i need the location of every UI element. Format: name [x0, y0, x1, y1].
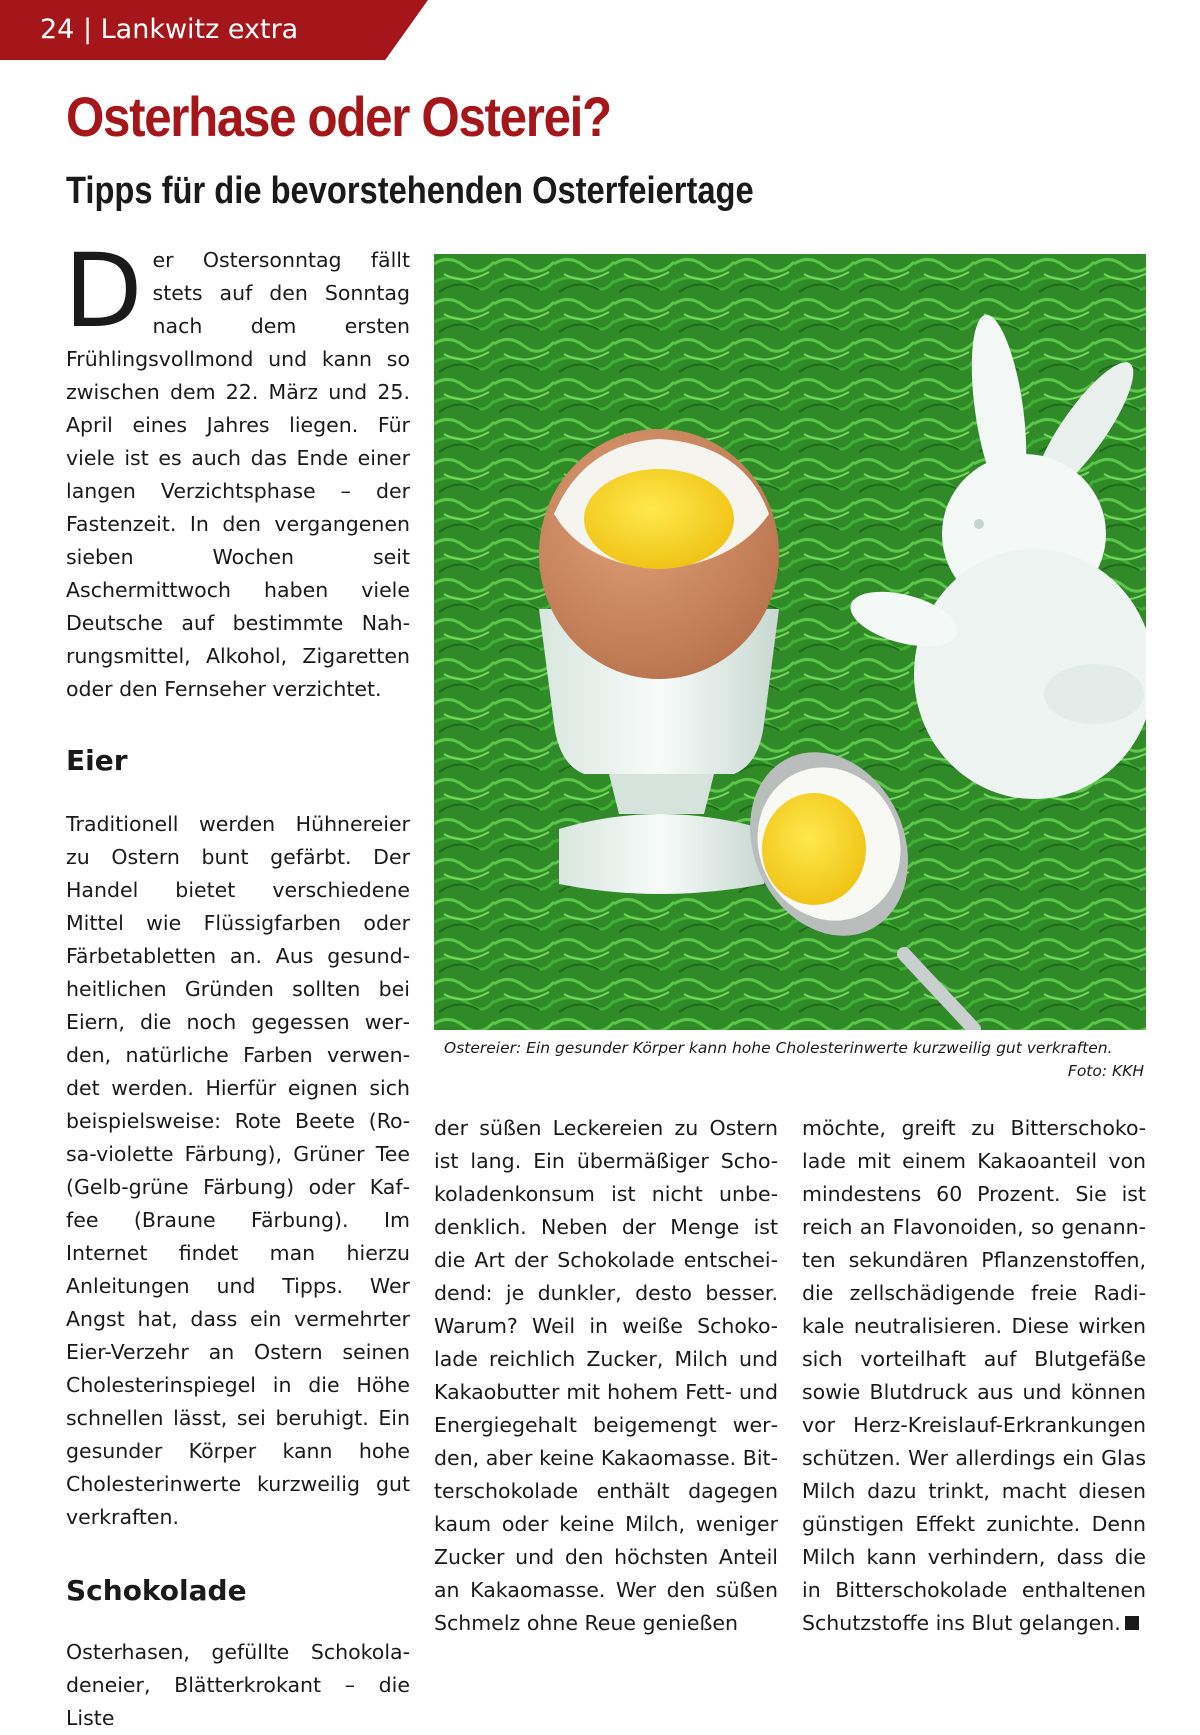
- section-text-schokolade-part1: Osterhasen, gefüllte Schokoladeneier, Blätterkrokant – die Liste: [66, 1640, 410, 1730]
- section-text-schokolade-part2: der süßen Leckereien zu Ostern ist lang. Ein übermäßiger Schokoladenkonsum ist nicht unbedenklich. Neben der Menge ist die Art der Schokolade entscheidend: je dunkler, desto besser. Warum? Weil in weiße Schokolade reichlich Zucker, Milch und Kakaobutter mit hohem Fett- und Energiegehalt beigemengt werden, aber keine Kakaomasse. Bitterschokolade enthält dagegen kaum oder keine Milch, weniger Zucker und den höchsten Anteil an Kakaomasse. Wer den süßen Schmelz ohne Reue genießen: [434, 1116, 778, 1635]
- text-column-2: [434, 1112, 778, 1640]
- section-text-schokolade-part3: möchte, greift zu Bitterschokolade mit einem Kakaoanteil von mindestens 60 Prozent. Sie ist reich an Flavonoiden, so genannten sekundären Pflanzenstoffen, die zellschädigende freie Radikale neutralisieren. Diese wirken sich vorteilhaft auf Blutgefäße sowie Blutdruck aus und können vor Herz-Kreislauf-Erkrankungen schützen. Wer allerdings ein Glas Milch dazu trinkt, macht diesen günstigen Effekt zunichte. Denn Milch kann verhindern, dass die in Bitterschokolade enthaltenen Schutzstoffe ins Blut gelangen.: [802, 1116, 1146, 1635]
- text-column-3: [802, 1112, 1146, 1640]
- end-of-article-mark: [1125, 1616, 1139, 1630]
- section-text-eier: Traditionell werden Hühnereier zu Ostern bunt gefärbt. Der Handel bietet verschiedene Mittel wie Flüssigfarben oder Färbetabletten an. Aus gesundheitlichen Gründen sollten bei Eiern, die noch gegessen werden, natürliche Farben verwendet werden. Hierfür eignen sich beispielsweise: Rote Beete (Rosa-violette Färbung), Grüner Tee (Gelb-grüne Färbung) oder Kaffee (Braune Färbung). Im Internet findet man hierzu Anleitungen und Tipps. Wer Angst hat, dass ein vermehrter Eier-Verzehr an Ostern seinen Cholesterinspiegel in die Höhe schnellen lässt, sei beruhigt. Ein gesunder Körper kann hohe Cholesterinwerte kurzweilig gut verkraften.: [66, 812, 410, 1529]
- article-title: Osterhase oder Osterei?: [66, 85, 611, 148]
- easter-egg-photo: [434, 254, 1146, 1030]
- section-text-schokolade-part3-paragraph: [802, 1112, 1146, 1640]
- section-heading-eier: Eier: [66, 744, 128, 777]
- article-subtitle: Tipps für die bevorstehenden Osterfeiertage: [66, 170, 754, 212]
- section-heading-schokolade: Schokolade: [66, 1574, 247, 1607]
- photo-caption: Ostereier: Ein gesunder Körper kann hohe Cholesterinwerte kurzweilig gut verkraften.: [444, 1039, 1113, 1057]
- boiled-egg: [539, 429, 779, 679]
- text-column-1: [64, 232, 410, 1735]
- drop-cap: D: [64, 232, 143, 351]
- page-section-label: 24 | Lankwitz extra: [40, 14, 299, 45]
- intro-paragraph: [64, 232, 410, 706]
- intro-text: er Ostersonntag fällt stets auf den Sonntag nach dem ersten Frühlingsvollmond und kann so zwischen dem 22. März und 25. April eines Jahres liegen. Für viele ist es auch das Ende einer langen Verzichtsphase – der Fastenzeit. In den vergangenen sieben Wochen seit Aschermittwoch haben viele Deutsche auf bestimmte Nahrungsmittel, Alkohol, Zigaretten oder den Fernseher verzichtet.: [66, 248, 410, 701]
- photo-credit: Foto: KKH: [1067, 1062, 1144, 1080]
